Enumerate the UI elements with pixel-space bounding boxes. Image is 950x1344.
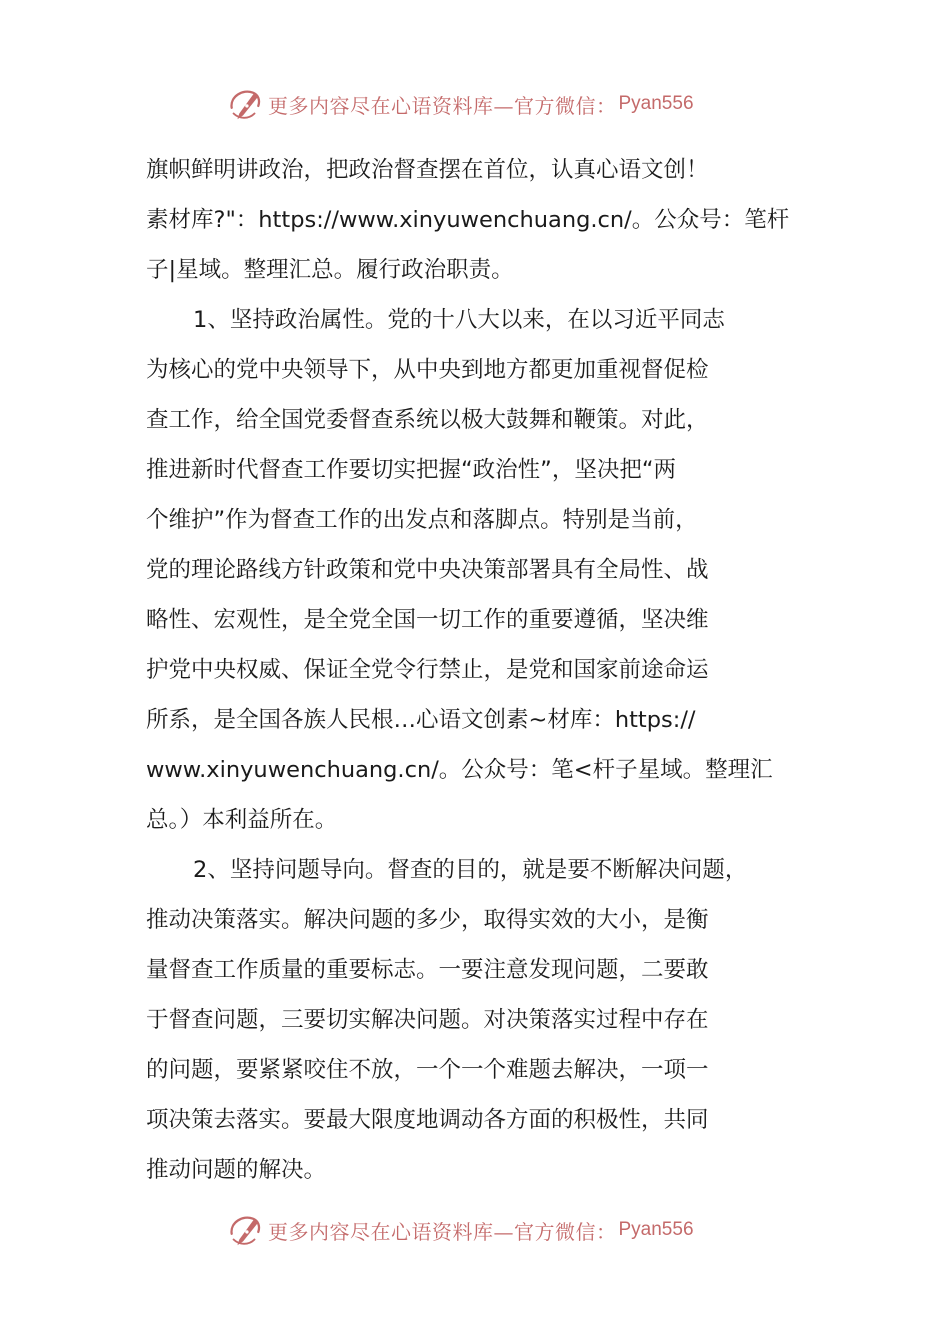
text-line: 总。）本利益所在。 <box>146 807 338 833</box>
text-line: 查工作，给全国党委督查系统以极大鼓舞和鞭策。对此， <box>146 407 709 433</box>
footer-banner <box>226 1210 694 1250</box>
banner-text: 更多内容尽在心语资料库—官方微信： <box>268 93 617 118</box>
banner-contact: Pyan556 <box>618 1219 694 1240</box>
text-line: 2、坚持问题导向。督查的目的，就是要不断解决问题， <box>193 857 748 883</box>
text-line: 子|星域。整理汇总。履行政治职责。 <box>146 257 514 283</box>
text-line: 项决策去落实。要最大限度地调动各方面的积极性，共同 <box>146 1107 709 1133</box>
text-line: 的问题，要紧紧咬住不放，一个一个难题去解决，一项一 <box>146 1057 709 1083</box>
text-line: 1、坚持政治属性。党的十八大以来，在以习近平同志 <box>193 307 725 333</box>
pen-nib-logo-icon <box>226 85 264 123</box>
text-line: www.xinyuwenchuang.cn/。公众号：笔<杆子星域。整理汇 <box>146 757 773 783</box>
text-line: 量督查工作质量的重要标志。一要注意发现问题，二要敢 <box>146 957 709 983</box>
text-line: 个维护”作为督查工作的出发点和落脚点。特别是当前， <box>146 507 698 533</box>
text-line: 略性、宏观性，是全党全国一切工作的重要遵循，坚决维 <box>146 607 709 633</box>
pen-nib-logo-icon <box>226 1211 264 1249</box>
text-line: 护党中央权威、保证全党令行禁止，是党和国家前途命运 <box>146 657 709 683</box>
text-line: 于督查问题，三要切实解决问题。对决策落实过程中存在 <box>146 1007 709 1033</box>
text-line: 推动决策落实。解决问题的多少，取得实效的大小，是衡 <box>146 907 709 933</box>
text-line: 所系，是全国各族人民根…心语文创素~材库：https:// <box>146 707 696 733</box>
document-body <box>146 145 826 1195</box>
text-line: 为核心的党中央领导下，从中央到地方都更加重视督促检 <box>146 357 709 383</box>
banner-contact: Pyan556 <box>618 93 694 114</box>
text-line: 党的理论路线方针政策和党中央决策部署具有全局性、战 <box>146 557 709 583</box>
text-line: 推动问题的解决。 <box>146 1157 327 1183</box>
banner-text: 更多内容尽在心语资料库—官方微信： <box>268 1219 617 1244</box>
text-line: 素材库?"：https://www.xinyuwenchuang.cn/。公众号：笔杆 <box>146 207 790 233</box>
text-line: 旗帜鲜明讲政治，把政治督查摆在首位，认真心语文创！ <box>146 157 709 183</box>
header-banner <box>226 84 694 124</box>
text-line: 推进新时代督查工作要切实把握“政治性”，坚决把“两 <box>146 457 676 483</box>
